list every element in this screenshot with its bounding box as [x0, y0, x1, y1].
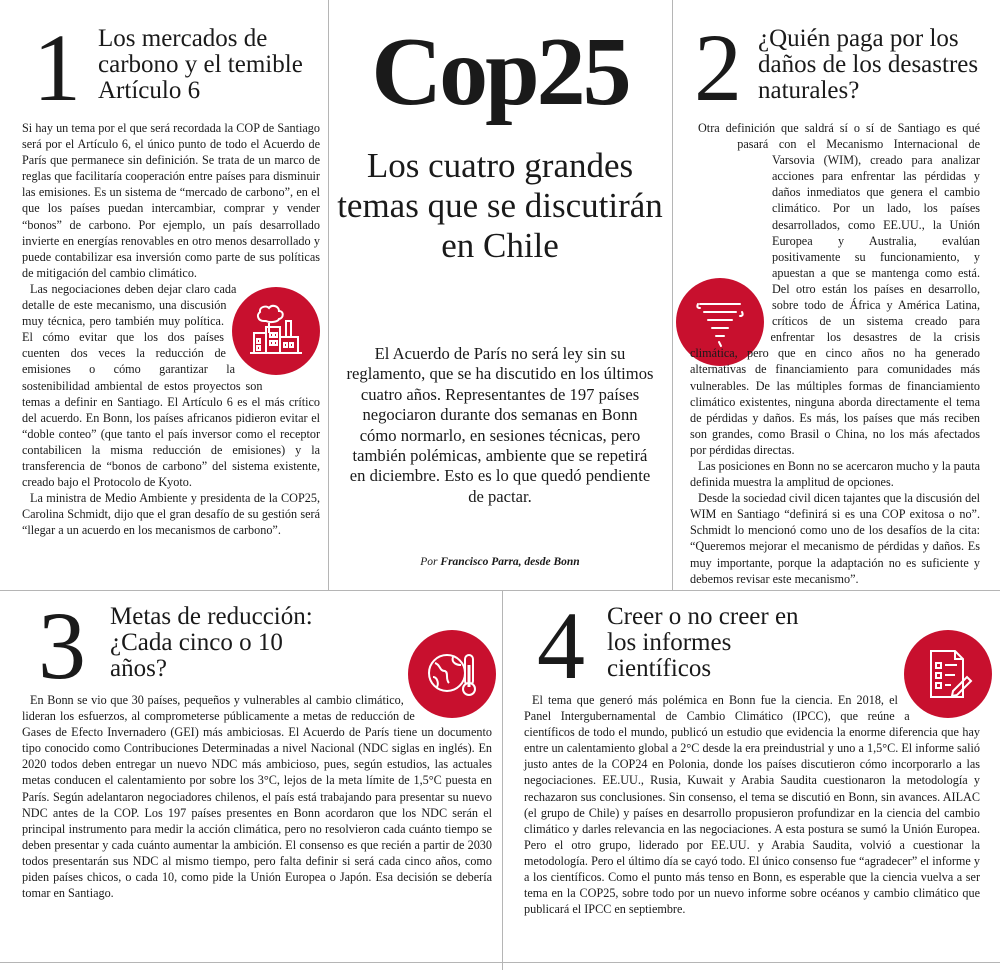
intro-paragraph: El Acuerdo de París no será ley sin su reglamento, que se ha discutido en los últimos cuatro años. Representantes de 197 países negociaron durante dos semanas en Bonn cómo normarlo, en sesiones técnicas, pero también polémicas, ambiente que se repetirá en diciembre. Esto es lo que quedó pendiente de pactar. [346, 344, 654, 506]
section-1-paragraph: Si hay un tema por el que será recordada la COP de Santiago será por el Artículo 6, el único punto de todo el Acuerdo de París que permanece sin definición. Se trata de un marco de reglas que facilitaría cooperación entre países para disminuir las emisiones. Es un sistema de “mercado de carbono”, en el que los países puedan intercambiar, comprar y vender “bonos” de carbono. Por ejemplo, un país desarrollado invierte en energías renovables en otro menos desarrollado y puede contabilizar esa inversión como parte de sus políticas de mitigación del cambio climático. [22, 121, 320, 280]
byline-author: Francisco Parra, desde Bonn [440, 556, 580, 568]
divider-bottom [0, 962, 1000, 963]
section-1-icon-wrap [232, 287, 320, 375]
section-4-number: 4 [537, 592, 585, 699]
section-3-paragraph: En Bonn se vio que 30 países, pequeños y vulnerables al cambio climático, lideran los esfuerzos, al comprometerse públicamente a metas de reducción de Gases de Efecto Invernadero (GEI) más ambiciosas. El Acuerdo de París tiene un documento tipo conocido como Contribuciones Determinadas a nivel Nacional (NDC siglas en inglés). En 2020 todos deben entregar un nuevo NDC más ambicioso, pues, según estudios, las actuales metas conducen el calentamiento por sobre los 3°C, lejos de la meta límite de 1,5°C puesta en París. Según adelantaron negociadores chilenos, el país está trabajando para presentar su nuevo NDC antes de la COP. Los 197 países presentes en Bonn acordaron que los NDC serán el principal instrumento para medir la acción climática, pero no resolvieron cada cuánto tiempo se deben presentar y cada cuánto aumentar la ambición. El consenso es que recién a partir de 2030 todos presentarán sus NDC al mismo tiempo, pero falta definir si será cada cinco años, como piden países chicos, o cada 10, como pide la Unión Europea o Japón. Esa decisión se debería tomar en Santiago. [22, 693, 492, 901]
section-2-paragraph: Las posiciones en Bonn no se acercaron mucho y la pauta definida muestra la amplitud de opciones. [690, 458, 980, 490]
section-1-number: 1 [33, 14, 81, 121]
section-1-heading: Los mercados de carbono y el temible Artículo 6 [98, 25, 303, 104]
page-subtitle: Los cuatro grandes temas que se discutirán en Chile [337, 146, 663, 265]
section-4-paragraph: El tema que generó más polémica en Bonn fue la ciencia. En 2018, el Panel Intergubernamental de Cambio Climático (IPCC), que reúne a científicos de todo el mundo, publicó un estudio que evidencia la enorme diferencia que hay entre un calentamiento global a 2°C desde la era preindustrial y uno a 1,5°C. El informe salió justo antes de la COP24 en Polonia, donde los países discutieron cómo incorporarlo a las negociaciones. EE.UU., Rusia, Kuwait y Arabia Saudita cuestionaron la metodología y rechazaron sus conclusiones. Sin consenso, el tema se discutió en Bonn, sin avances. AILAC (el grupo de Chile) y países en desarrollo propusieron profundizar en la ciencia del cambio climático y darles relevancia en las negociaciones. A esta postura se sumó la Unión Europea. Pero el otro grupo, liderado por EE.UU. y Arabia Saudita, volvió a cuestionar la metodología. Pero el último día se cayó todo. El único consenso fue “agradecer” el informe y a los científicos. Como el punto más tenso en Bonn, es esperable que la ciencia vuelva a ser tema en la COP25, sobre todo por un nuevo informe sobre océanos y cambio climático que publicará el IPCC en septiembre. [524, 693, 980, 917]
globe-thermometer-icon [408, 630, 496, 718]
section-2-body [690, 120, 980, 587]
section-4-icon-wrap [904, 630, 992, 718]
divider-right [672, 0, 673, 590]
divider-horizontal [0, 590, 1000, 591]
section-3-number: 3 [38, 592, 86, 699]
page-title: Cop25 [371, 18, 629, 126]
section-1-body [22, 120, 320, 538]
section-2-heading: ¿Quién paga por los daños de los desastres naturales? [758, 25, 979, 104]
report-checklist-icon [904, 630, 992, 718]
section-4-body [524, 630, 980, 917]
section-1-paragraph: La ministra de Medio Ambiente y presidenta de la COP25, Carolina Schmidt, dijo que el gran desafío de su gestión será “llegar a un acuerdo en los mecanismos de carbono”. [22, 491, 320, 538]
factory-icon [232, 287, 320, 375]
byline-prefix: Por [420, 556, 438, 568]
section-2-paragraph: Otra definición que saldrá sí o sí de Santiago es qué pasará con el Mecanismo Internacional de Varsovia (WIM), creado para analizar acciones para enfrentar las pérdidas y daños inmediatos que genera el cambio climático. Por un lado, los países desarrollados, como EE.UU., la Unión Europea y Australia, evalúan positivamente su funcionamiento, y apuestan a que se mantenga como está. Del otro están los países en desarrollo, sobre todo de África y América Latina, críticos de un sistema creado para enfrentar los desastres de la crisis climática, pero que en cinco años no ha generado alternativas de financiamiento para comunidades más vulnerables. De las múltiples formas de financiamiento climático existentes, ninguna aborda directamente el tema de pérdidas y daños. Es más, los países que más reciben son grandes, como Brasil o China, no los más afectados por pérdidas directas. [690, 121, 980, 457]
section-4-heading: Creer o no creer en los informes científicos [607, 603, 799, 682]
section-3-body [22, 630, 492, 901]
divider-left [328, 0, 329, 590]
section-2-paragraph: Desde la sociedad civil dicen tajantes que la discusión del WIM en Santiago “definirá si es una COP exitosa o no”. Schmidt lo mencionó como uno de los desafíos de la cita: “Queremos mejorar el mecanismo de pérdidas y daños. Es muy importante, porque la adaptación no es suficiente y debemos revisar este mecanismo”. [690, 491, 980, 586]
section-2-number: 2 [694, 14, 742, 121]
section-3-icon-wrap [408, 630, 496, 718]
byline [330, 556, 670, 568]
section-1-paragraph: Las negociaciones deben dejar claro cada detalle de este mecanismo, una discusión muy técnica, pero también muy política. El cómo evitar que los dos países cuenten dos veces la reducción de emisiones o cómo garantizar la sostenibilidad ambiental de estos proyectos son temas a definir en Santiago. El Artículo 6 es el más crítico del acuerdo. En Bonn, los países africanos pidieron evitar el “doble conteo” (que tanto el país inversor como el receptor contabilicen la misma reducción de emisiones) y la transferencia de “bonos de carbono” del sistema existente, creado bajo el Protocolo de Kyoto. [22, 281, 320, 490]
section-3-heading: Metas de reducción: ¿Cada cinco o 10 años? [110, 603, 313, 682]
divider-bottom-middle [502, 590, 503, 970]
